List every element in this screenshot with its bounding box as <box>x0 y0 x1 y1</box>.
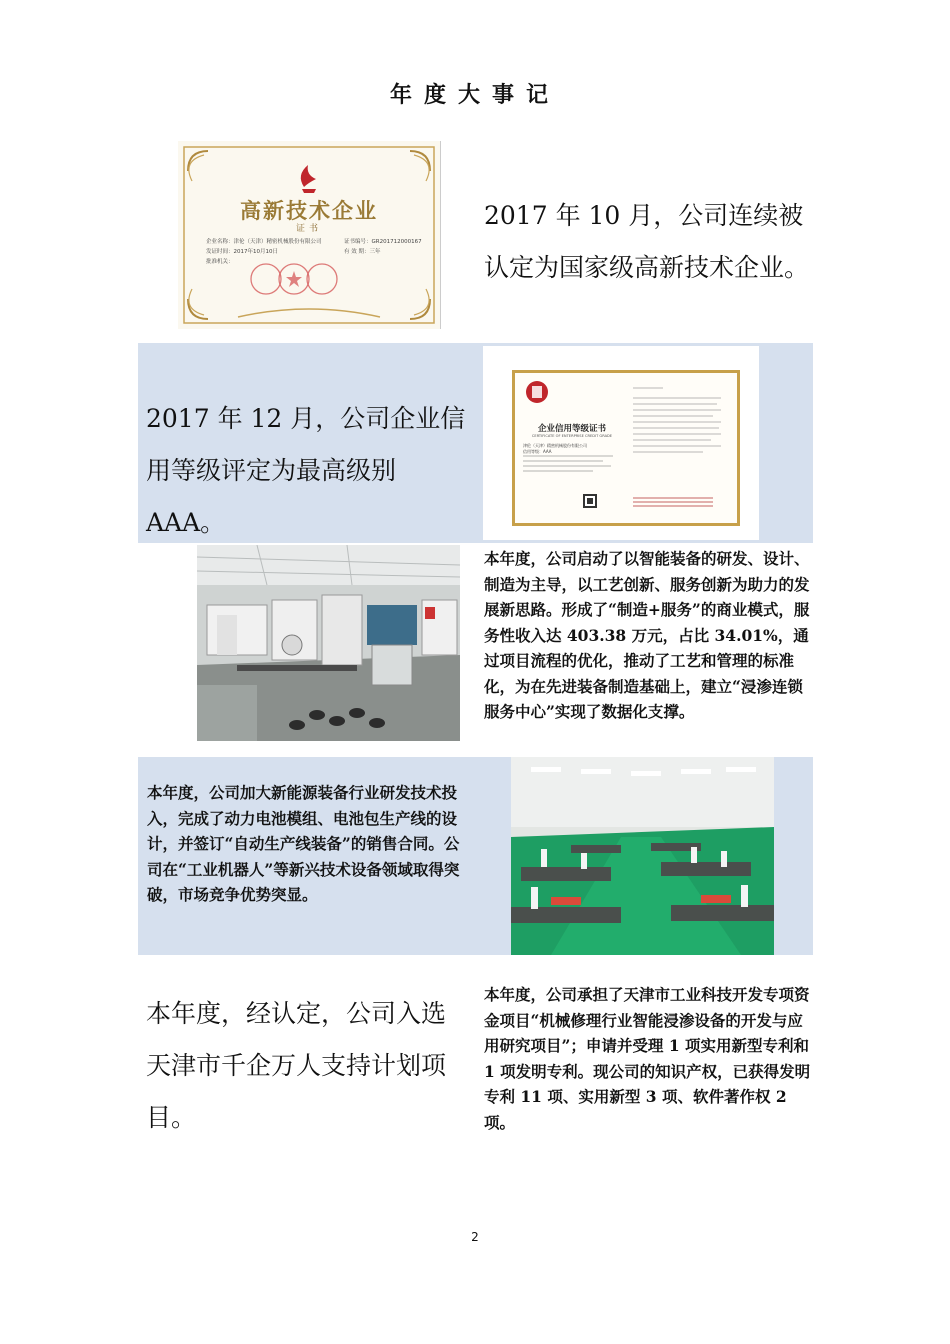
factory-equipment-graphic <box>197 545 460 741</box>
validity-value: 三年 <box>369 249 381 255</box>
credit-certificate-image <box>483 346 759 540</box>
production-line-graphic <box>511 757 774 955</box>
event-patent-text: 本年度，公司承担了天津市工业科技开发专项资金项目“机械修理行业智能浸渗设备的开发与应用研究项目”；申请并受理 1 项实用新型专利和 1 项发明专利。现公司的知识产权，已获得发明专利 11 项、实用新型 3 项、软件著作权 2 项。 <box>484 985 811 1132</box>
credit-cert-heading-en: CERTIFICATE OF ENTERPRISE CREDIT GRADE <box>531 434 613 438</box>
issue-date-value: 2017年10月10日 <box>233 249 279 255</box>
credit-cert-heading: 企业信用等级证书 <box>537 424 606 434</box>
credit-cert-logo <box>525 380 549 404</box>
cert-no-value: GR201712000167 <box>371 239 422 245</box>
hightech-cert-details-right <box>344 237 422 257</box>
credit-cert-notes-lines <box>633 386 725 476</box>
page-number: 2 <box>471 1230 479 1244</box>
issue-date-label: 发证时间： <box>206 249 234 255</box>
credit-cert-company: 津伦（天津）精密机械股份有限公司 <box>523 443 587 448</box>
credit-cert-grade: 信用等级：AAA <box>523 449 552 454</box>
production-line-photo <box>511 757 774 955</box>
official-seals-graphic <box>248 259 338 299</box>
event-service-text: 本年度，公司启动了以智能装备的研发、设计、制造为主导，以工艺创新、服务创新为助力的发展新思路。形成了“制造+服务”的商业模式，服务性收入达 403.38 万元，占比 34.01%，通过项目流程的优化，推动了工艺和管理的标准化，为在先进装备制造基础上，建立“浸渗连锁服务中心”实现了数据化支撑。 <box>484 549 810 721</box>
hightech-certificate-image <box>178 141 441 329</box>
event-credit-text: 2017 年 12 月，公司企业信用等级评定为最高级别 AAA。 <box>146 404 466 537</box>
event-hightech-text: 2017 年 10 月，公司连续被认定为国家级高新技术企业。 <box>484 201 810 282</box>
hightech-cert-heading: 高新技术企业 <box>240 198 378 223</box>
validity-label: 有 效 期： <box>344 249 370 255</box>
event-new-energy-text: 本年度，公司加大新能源装备行业研发技术投入，完成了动力电池模组、电池包生产线的设计，并签订“自动生产线装备”的销售合同。公司在“工业机器人”等新兴技术设备领域取得突破，市场竞争优势突显。 <box>147 783 460 904</box>
hightech-cert-subheading: 证书 <box>295 224 322 234</box>
company-value: 津伦（天津）精密机械股份有限公司 <box>233 239 322 245</box>
certificate-frame-graphic <box>178 141 440 329</box>
page-title: 年度大事记 <box>389 83 560 108</box>
factory-photo-equipment <box>197 545 460 741</box>
company-label: 企业名称： <box>206 239 234 245</box>
approver-label: 批准机关： <box>206 259 234 265</box>
event-talent-text: 本年度，经认定，公司入选天津市千企万人支持计划项目。 <box>146 999 447 1132</box>
cert-no-label: 证书编号： <box>344 239 372 245</box>
